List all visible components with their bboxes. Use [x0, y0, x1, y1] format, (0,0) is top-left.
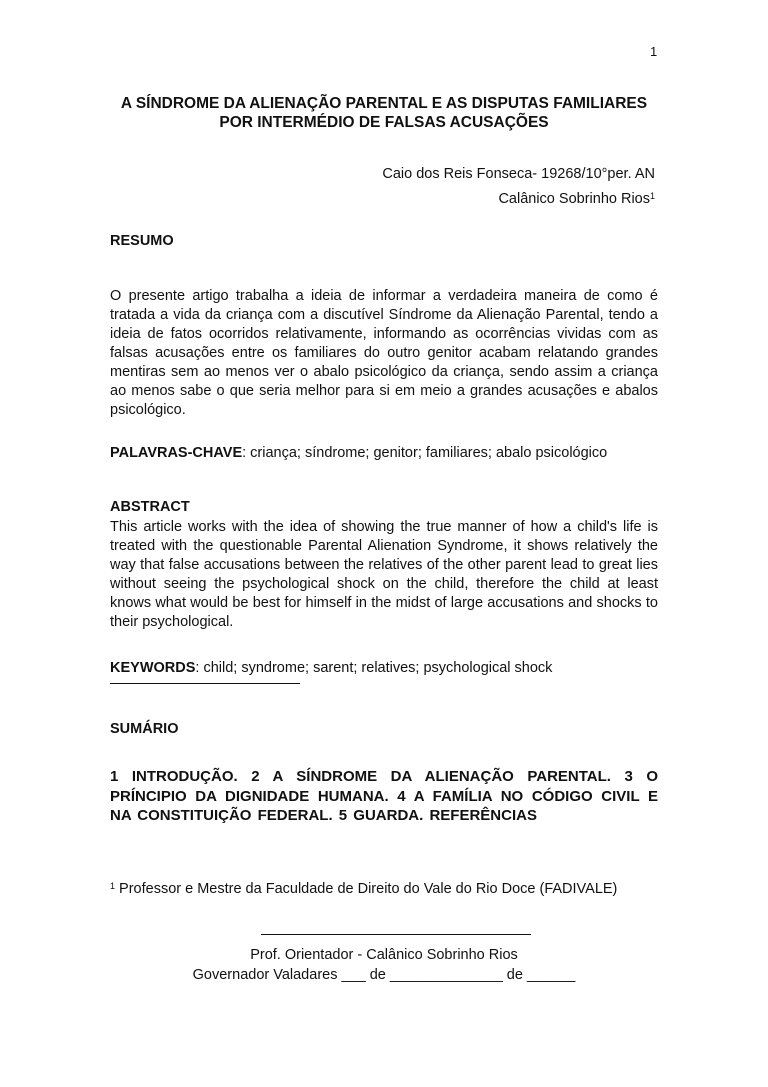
footnote-text: Professor e Mestre da Faculdade de Direito do Vale do Rio Doce (FADIVALE): [115, 881, 618, 897]
footnote: [110, 877, 658, 899]
keywords-label: KEYWORDS: [110, 660, 196, 676]
sumario-text: 1 INTRODUÇÃO. 2 A SÍNDROME DA ALIENAÇÃO PARENTAL. 3 O PRÍNCIPIO DA DIGNIDADE HUMANA. 4 A FAMÍLIA NO CÓDIGO CIVIL E NA CONSTITUIÇÃO FEDERAL. 5 GUARDA. REFERÊNCIAS: [110, 768, 658, 824]
page-number: 1: [650, 44, 658, 59]
separator-rule: [110, 683, 300, 684]
keywords-text: : child; syndrome; sarent; relatives; psychological shock: [195, 660, 553, 676]
palavras-chave-label: PALAVRAS-CHAVE: [110, 445, 243, 461]
abstract-text: This article works with the idea of showing the true manner of how a child's life is treated with the questionable Parental Alienation Syndrome, it shows relatively the way that false accusations between the relatives of the other parent lead to great lies without seeing the psychological shock on the child, therefore the child at least knows what would be best for himself in the midst of large accusations and shocks to their psychological.: [110, 519, 658, 630]
signature-block: [110, 945, 658, 985]
paper-title: A SÍNDROME DA ALIENAÇÃO PARENTAL E AS DISPUTAS FAMILIARES POR INTERMÉDIO DE FALSAS ACUSAÇÕES: [120, 95, 648, 131]
advisor-name: Calânico Sobrinho Rios: [498, 191, 650, 207]
palavras-chave-text: : criança; síndrome; genitor; familiares; abalo psicológico: [242, 445, 608, 461]
sumario-heading: SUMÁRIO: [110, 721, 179, 737]
author-line-2: [382, 185, 655, 210]
author-line-1: Caio dos Reis Fonseca- 19268/10°per. AN: [382, 166, 655, 182]
signature-line: [261, 934, 531, 935]
date-line: Governador Valadares ___ de ______________ de ______: [192, 967, 576, 983]
resumo-heading: RESUMO: [110, 233, 174, 249]
keywords: [110, 660, 670, 676]
palavras-chave: [110, 445, 670, 461]
footnote-mark: 1: [110, 881, 116, 891]
author-footnote-mark: 1: [649, 191, 655, 201]
author-block: [382, 163, 655, 210]
resumo-text: O presente artigo trabalha a ideia de informar a verdadeira maneira de como é tratada a vida da criança com a discutível Síndrome da Alienação Parental, tendo a ideia de fatos ocorridos relativamente, informando as ocorrências vividas com as falsas acusações entre os familiares do outro genitor acabam relatando grandes mentiras sem ao menos ver o abalo psicológico da criança, sendo assim a criança ao menos sabe o que seria melhor para si em meio a grandes acusações e abalos psicológico.: [110, 288, 658, 418]
signature-label: Prof. Orientador - Calânico Sobrinho Rios: [250, 947, 518, 963]
abstract-heading: ABSTRACT: [110, 499, 190, 515]
